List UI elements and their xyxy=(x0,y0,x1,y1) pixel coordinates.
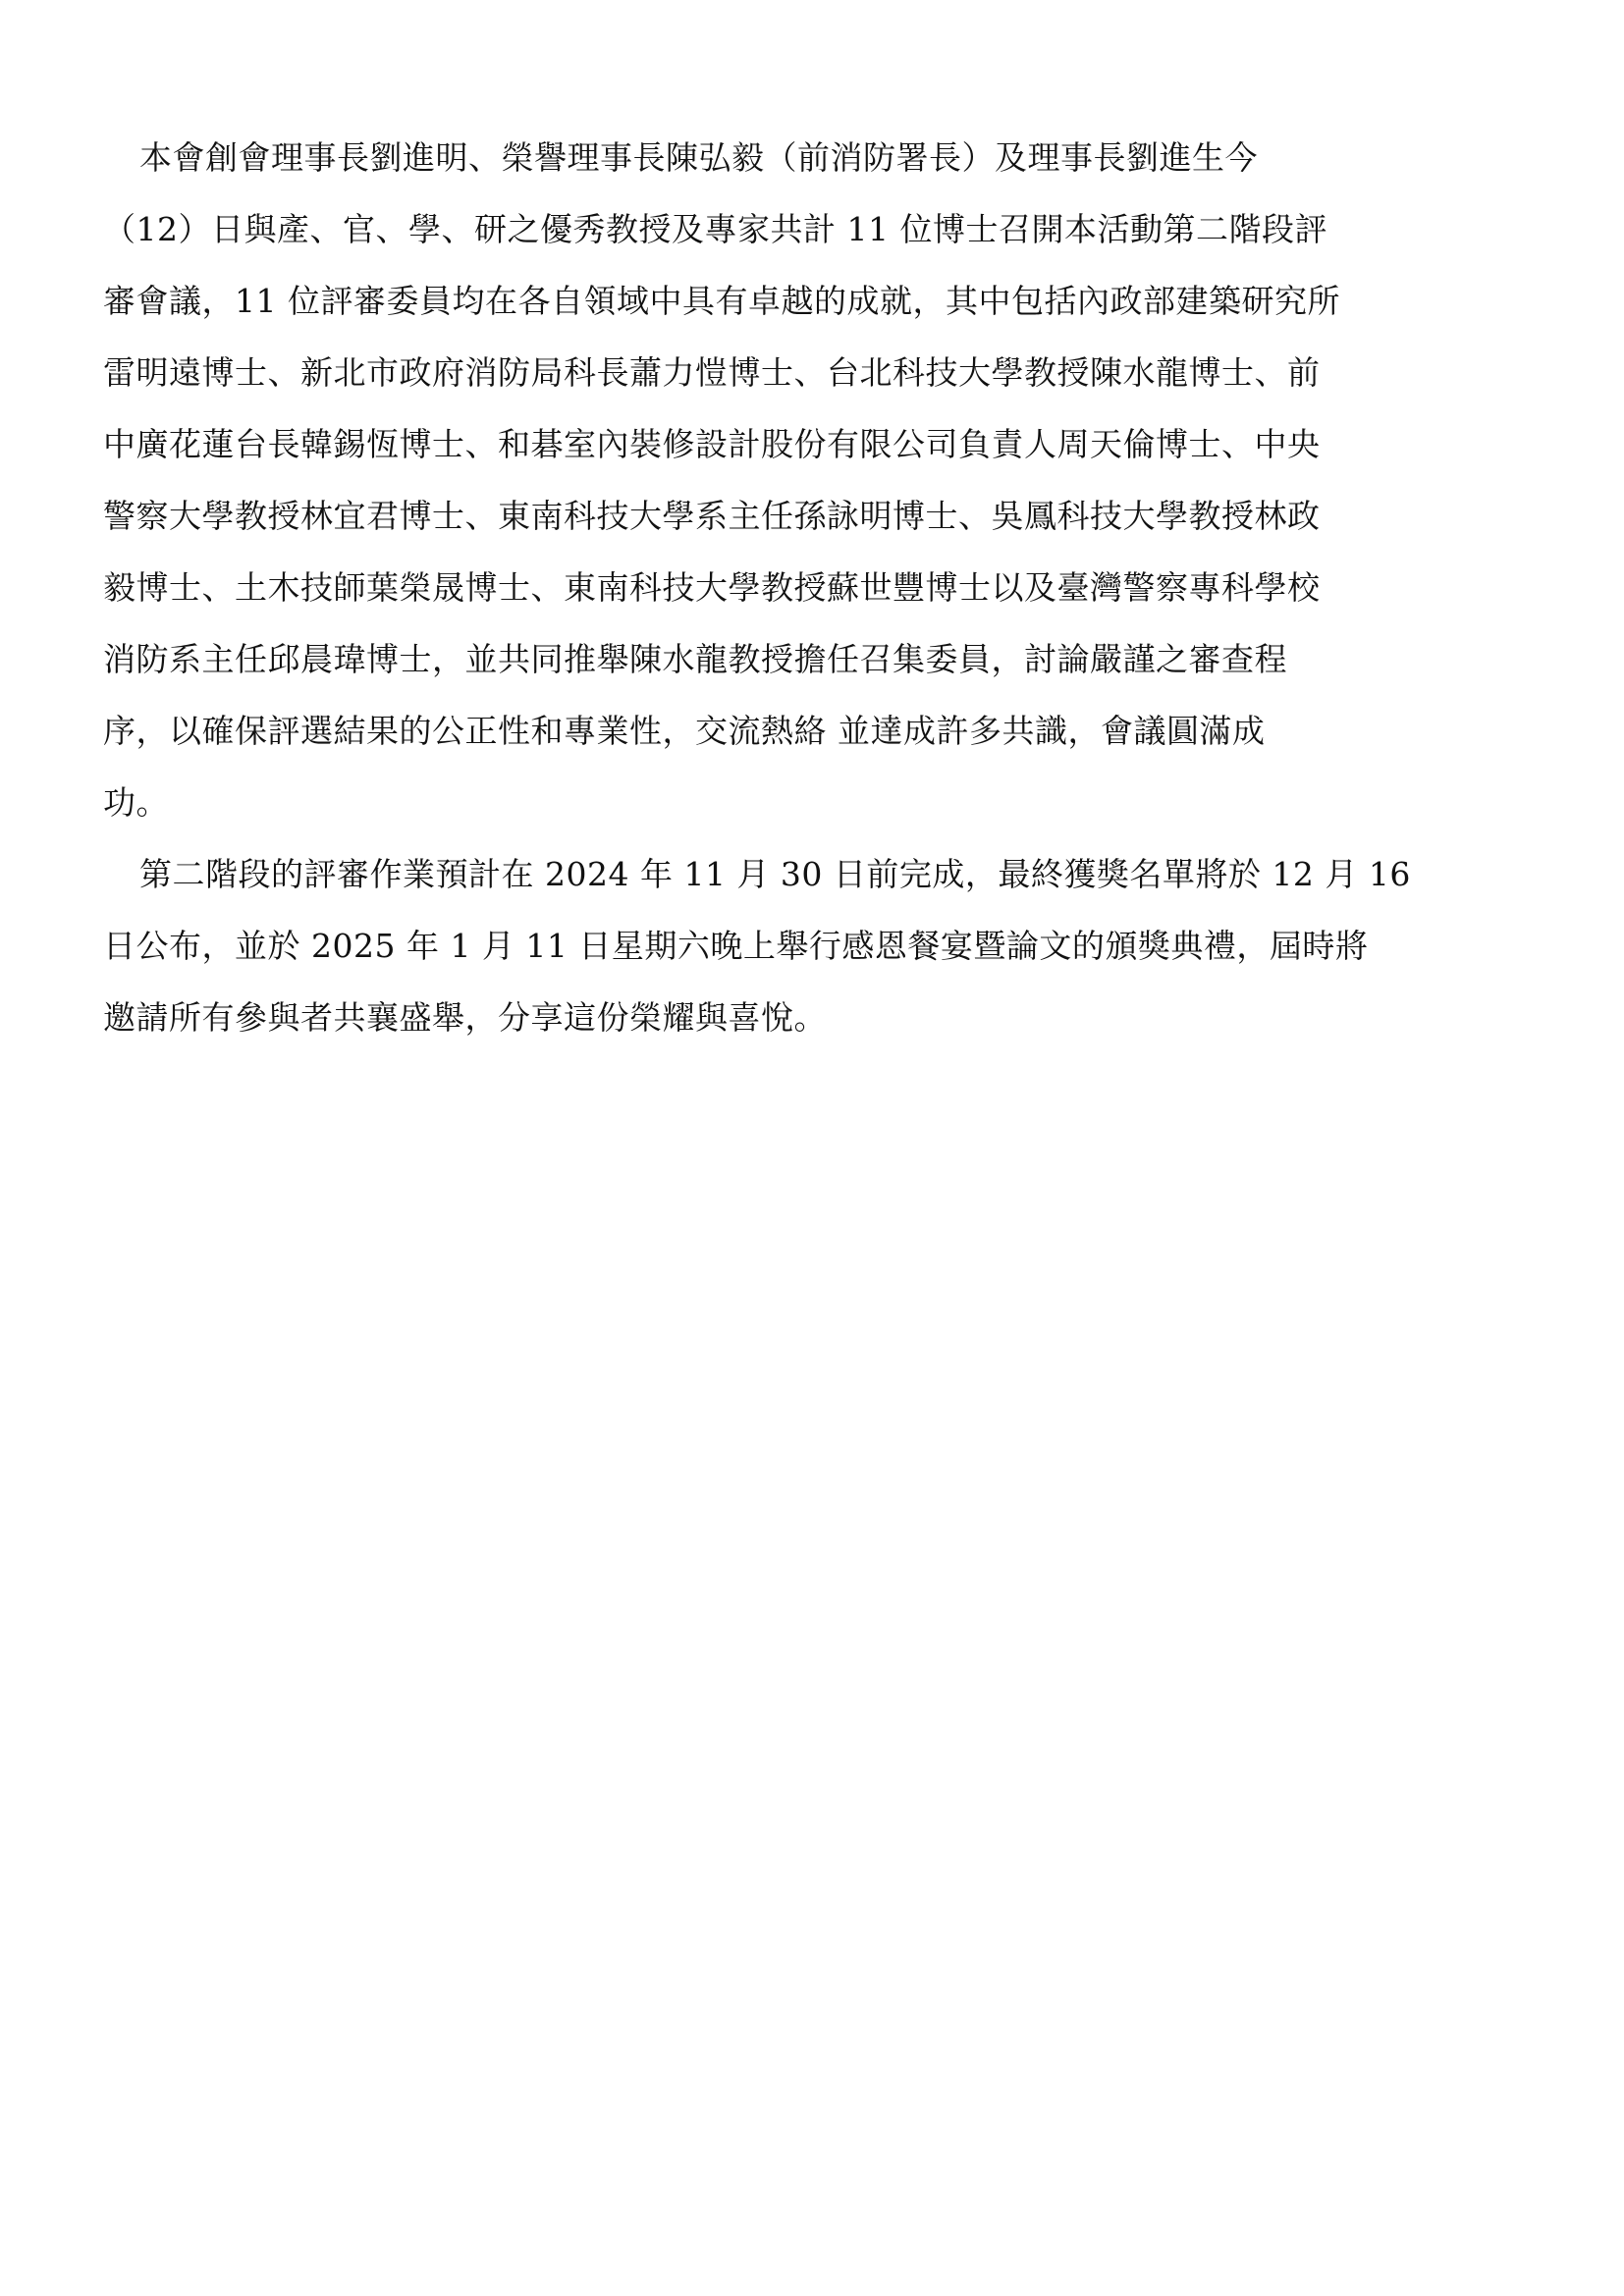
paragraph-review-meeting xyxy=(103,122,1546,838)
text-line: 邀請所有參與者共襄盛舉，分享這份榮耀與喜悅。 xyxy=(103,998,827,1037)
text-line: 審會議，11 位評審委員均在各自領域中具有卓越的成就，其中包括內政部建築研究所 xyxy=(103,282,1340,320)
text-line: 雷明遠博士、新北市政府消防局科長蕭力愷博士、台北科技大學教授陳水龍博士、前 xyxy=(103,353,1321,392)
text-line: 消防系主任邱晨瑋博士，並共同推舉陳水龍教授擔任召集委員，討論嚴謹之審查程 xyxy=(103,640,1287,678)
text-line: 中廣花蓮台長韓錫恆博士、和碁室內裝修設計股份有限公司負責人周天倫博士、中央 xyxy=(103,425,1321,463)
text-line: （12）日與產、官、學、研之優秀教授及專家共計 11 位博士召開本活動第二階段評 xyxy=(103,210,1327,248)
text-line: 毅博士、土木技師葉榮晟博士、東南科技大學教授蘇世豐博士以及臺灣警察專科學校 xyxy=(103,568,1321,607)
text-line: 警察大學教授林宜君博士、東南科技大學系主任孫詠明博士、吳鳳科技大學教授林政 xyxy=(103,497,1321,535)
text-line: 功。 xyxy=(103,783,169,822)
document-body xyxy=(103,122,1546,1053)
text-line: 日公布，並於 2025 年 1 月 11 日星期六晚上舉行感恩餐宴暨論文的頒獎典禮，屆時將 xyxy=(103,927,1369,965)
text-line: 本會創會理事長劉進明、榮譽理事長陳弘毅（前消防署長）及理事長劉進生今 xyxy=(139,138,1258,177)
text-line: 序，以確保評選結果的公正性和專業性，交流熱絡 並達成許多共識，會議圓滿成 xyxy=(103,712,1266,750)
text-line: 第二階段的評審作業預計在 2024 年 11 月 30 日前完成，最終獲獎名單將於 12 月 16 xyxy=(139,855,1411,893)
paragraph-schedule xyxy=(103,838,1546,1053)
